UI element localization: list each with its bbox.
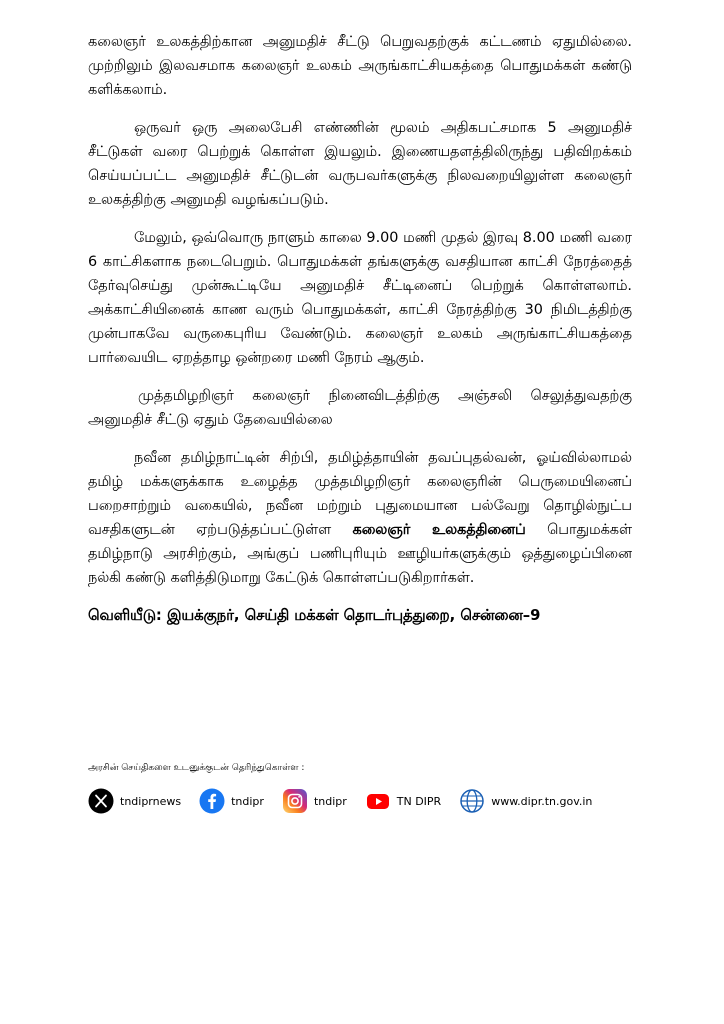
publisher-line: வெளியீடு: இயக்குநர், செய்தி மக்கள் தொடர்புத்துறை, சென்னை–9: [88, 607, 541, 624]
paragraph-appeal: [88, 446, 632, 590]
social-youtube-label: TN DIPR: [396, 794, 442, 808]
appeal-text-part2: பொதுமக்கள் தமிழ்நாடு அரசிற்கும், அங்குப் பணிபுரியும் ஊழியர்களுக்கும் ஒத்துழைப்பினை நல்கி கண்டு களித்திடுமாறு கேட்டுக் கொள்ளப்படுகிறார்கள்.: [88, 522, 632, 586]
social-links: [88, 786, 608, 816]
youtube-icon: [365, 788, 391, 814]
paragraph-ticket-limit: ஒருவர் ஒரு அலைபேசி எண்ணின் மூலம் அதிகபட்சமாக 5 அனுமதிச் சீட்டுகள் வரை பெற்றுக் கொள்ள இயலும். இணையதளத்திலிருந்து பதிவிறக்கம் செய்யப்பட்ட அனுமதிச் சீட்டுடன் வருபவர்களுக்கு நிலவறையிலுள்ள கலைஞர் உலகத்திற்கு அனுமதி வழங்கப்படும்.: [88, 120, 632, 208]
instagram-icon: [282, 788, 308, 814]
paragraph-free-entry: கலைஞர் உலகத்திற்கான அனுமதிச் சீட்டு பெறுவதற்குக் கட்டணம் ஏதுமில்லை. முற்றிலும் இலவசமாக கலைஞர் உலகம் அருங்காட்சியகத்தை பொதுமக்கள் கண்டு களிக்கலாம்.: [88, 34, 632, 98]
social-instagram[interactable]: [282, 788, 347, 814]
social-facebook-label: tndipr: [231, 794, 264, 808]
paragraph-memorial: முத்தமிழறிஞர் கலைஞர் நினைவிடத்திற்கு அஞ்சலி செலுத்துவதற்கு அனுமதிச் சீட்டு ஏதும் தேவையில்லை: [88, 388, 632, 428]
social-instagram-label: tndipr: [313, 794, 347, 808]
globe-icon: [459, 788, 485, 814]
social-x-label: tndiprnews: [120, 794, 182, 808]
paragraph-show-timings: மேலும், ஒவ்வொரு நாளும் காலை 9.00 மணி முதல் இரவு 8.00 மணி வரை 6 காட்சிகளாக நடைபெறும். பொதுமக்கள் தங்களுக்கு வசதியான காட்சி நேரத்தைத் தேர்வுசெய்து முன்கூட்டியே அனுமதிச் சீட்டினைப் பெற்றுக் கொள்ளலாம். அக்காட்சியினைக் காண வரும் பொதுமக்கள், காட்சி நேரத்திற்கு 30 நிமிடத்திற்கு முன்பாகவே வருகைபுரிய வேண்டும். கலைஞர் உலகம் அருங்காட்சியகத்தை பார்வையிட ஏறத்தாழ ஒன்றரை மணி நேரம் ஆகும்.: [88, 230, 632, 366]
press-release-body: [88, 30, 632, 642]
facebook-icon: [199, 788, 225, 814]
appeal-bold-text: கலைஞர் உலகத்தினைப்: [352, 522, 526, 538]
social-website-label: www.dipr.tn.gov.in: [491, 794, 593, 808]
appeal-text-part1: நவீன தமிழ்நாட்டின் சிற்பி, தமிழ்த்தாயின் தவப்புதல்வன், ஓய்வில்லாமல் தமிழ் மக்களுக்காக உழைத்த முத்தமிழறிஞர் கலைஞரின் பெருமையினைப் பறைசாற்றும் வகையில், நவீன மற்றும் புதுமையான பல்வேறு தொழில்நுட்ப வசதிகளுடன் ஏற்படுத்தப்பட்டுள்ள: [88, 450, 632, 538]
follow-label: அரசின் செய்திகளை உடனுக்குடன் தெரிந்துகொள்ள :: [88, 763, 305, 773]
social-facebook[interactable]: [199, 788, 264, 814]
social-website[interactable]: [459, 788, 592, 814]
x-icon: [88, 788, 114, 814]
social-x[interactable]: [88, 788, 181, 814]
social-youtube[interactable]: [365, 788, 441, 814]
